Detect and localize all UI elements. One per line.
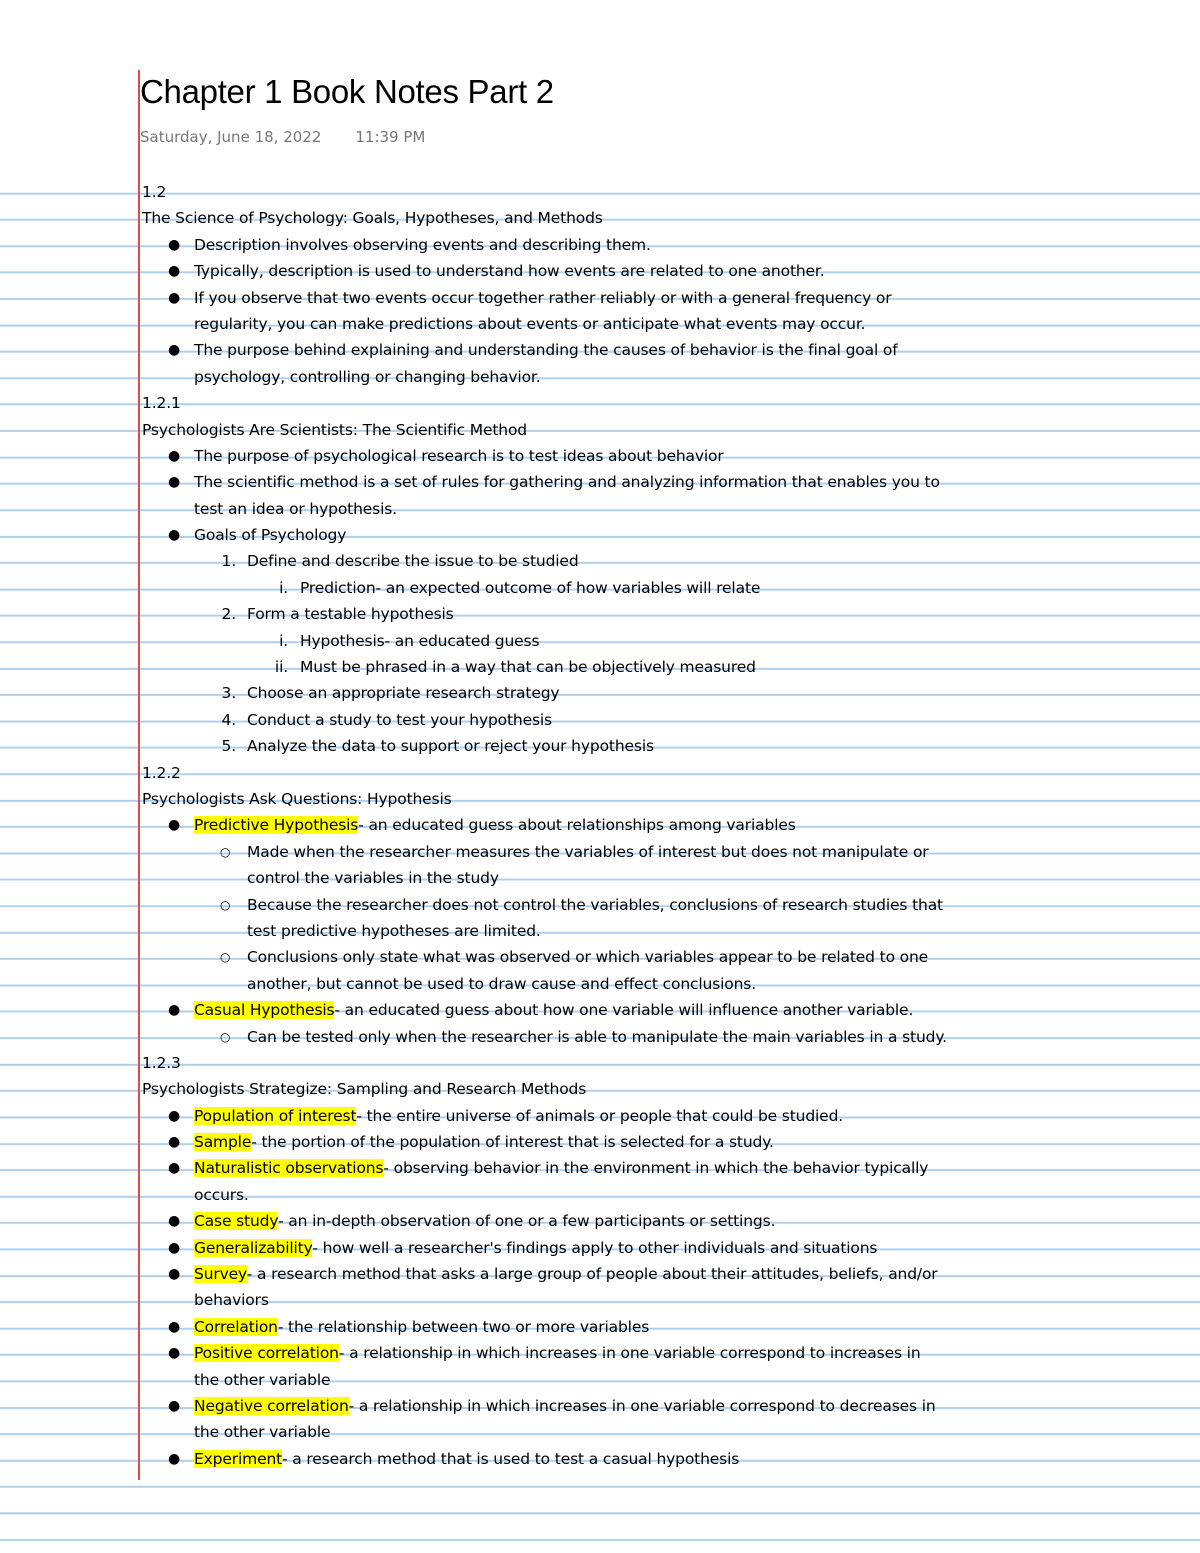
note-line — [140, 285, 1180, 311]
line-text: the other variable — [194, 1423, 331, 1442]
page-date: Saturday, June 18, 2022 — [140, 128, 322, 146]
line-text: The Science of Psychology: Goals, Hypotheses, and Methods — [142, 209, 603, 228]
line-text: behaviors — [194, 1291, 269, 1310]
line-text: Define and describe the issue to be studied — [247, 552, 579, 571]
bullet-circle-icon: ○ — [220, 897, 231, 912]
line-text: Psychologists Are Scientists: The Scientific Method — [142, 420, 527, 439]
note-line — [140, 1419, 1180, 1445]
line-text: Hypothesis- an educated guess — [300, 631, 540, 650]
highlighted-term: Sample — [194, 1133, 252, 1152]
line-text: Description involves observing events and describing them. — [194, 235, 651, 254]
page-time: 11:39 PM — [355, 128, 426, 146]
note-line — [140, 707, 1180, 733]
note-line — [140, 997, 1180, 1023]
bullet-dot-icon: ● — [168, 1450, 181, 1467]
highlighted-term: Case study — [194, 1212, 279, 1231]
bullet-dot-icon: ● — [168, 1397, 181, 1414]
list-number: 4. — [221, 710, 236, 729]
line-text: test predictive hypotheses are limited. — [247, 921, 541, 940]
bullet-dot-icon: ● — [168, 342, 181, 359]
note-line — [140, 496, 1180, 522]
bullet-dot-icon: ● — [168, 1318, 181, 1335]
highlighted-term: Population of interest — [194, 1106, 357, 1125]
note-line — [140, 1367, 1180, 1393]
line-text: - observing behavior in the environment in which the behavior typically — [383, 1159, 929, 1178]
line-text: If you observe that two events occur together rather reliably or with a general frequency or — [194, 288, 892, 307]
page-timestamp — [140, 128, 425, 146]
note-line — [140, 1024, 1180, 1050]
list-number: 2. — [221, 605, 236, 624]
bullet-dot-icon: ● — [168, 289, 181, 306]
list-roman-numeral: i. — [279, 631, 288, 650]
line-text: Made when the researcher measures the variables of interest but does not manipulate or — [247, 842, 929, 861]
bullet-dot-icon: ● — [168, 236, 181, 253]
line-text: 1.2.3 — [142, 1053, 181, 1072]
bullet-dot-icon: ● — [168, 474, 181, 491]
line-text: - an in-depth observation of one or a few participants or settings. — [278, 1212, 776, 1231]
bullet-circle-icon: ○ — [220, 950, 231, 965]
note-line — [140, 575, 1180, 601]
line-text: Psychologists Ask Questions: Hypothesis — [142, 789, 452, 808]
note-line — [140, 971, 1180, 997]
bullet-dot-icon: ● — [168, 1213, 181, 1230]
bullet-dot-icon: ● — [168, 1266, 181, 1283]
section-line — [140, 205, 1180, 231]
line-text: Conclusions only state what was observed or which variables appear to be related to one — [247, 948, 929, 967]
note-line — [140, 1208, 1180, 1234]
line-text: Typically, description is used to understand how events are related to one another. — [194, 262, 825, 281]
line-text: control the variables in the study — [247, 869, 499, 888]
line-text: - an educated guess about relationships among variables — [358, 816, 796, 835]
line-text: Conduct a study to test your hypothesis — [247, 710, 552, 729]
note-line — [140, 469, 1180, 495]
note-line — [140, 232, 1180, 258]
line-text: another, but cannot be used to draw cause and effect conclusions. — [247, 974, 757, 993]
line-text: - a research method that asks a large group of people about their attitudes, beliefs, and/or — [246, 1265, 938, 1284]
note-line — [140, 1129, 1180, 1155]
note-line — [140, 1314, 1180, 1340]
highlighted-term: Naturalistic observations — [194, 1159, 384, 1178]
line-text: - the entire universe of animals or people that could be studied. — [356, 1106, 844, 1125]
bullet-dot-icon: ● — [168, 1160, 181, 1177]
line-text: The purpose of psychological research is to test ideas about behavior — [194, 446, 724, 465]
note-line — [140, 1393, 1180, 1419]
note-line — [140, 311, 1180, 337]
line-text: - a relationship in which increases in one variable correspond to decreases in — [348, 1396, 936, 1415]
note-line — [140, 839, 1180, 865]
bullet-dot-icon: ● — [168, 1134, 181, 1151]
bullet-dot-icon: ● — [168, 263, 181, 280]
line-text: Goals of Psychology — [194, 526, 347, 545]
line-text: - a relationship in which increases in one variable correspond to increases in — [338, 1344, 921, 1363]
line-text: the other variable — [194, 1370, 331, 1389]
note-line — [140, 522, 1180, 548]
note-line — [140, 812, 1180, 838]
highlighted-term: Negative correlation — [194, 1396, 349, 1415]
line-text: test an idea or hypothesis. — [194, 499, 397, 518]
note-line — [140, 865, 1180, 891]
line-text: Can be tested only when the researcher is able to manipulate the main variables in a study. — [247, 1027, 947, 1046]
note-line — [140, 1287, 1180, 1313]
bullet-dot-icon: ● — [168, 1239, 181, 1256]
section-line — [140, 786, 1180, 812]
note-line — [140, 944, 1180, 970]
note-line — [140, 258, 1180, 284]
line-text: - an educated guess about how one variable will influence another variable. — [334, 1001, 914, 1020]
line-text: The purpose behind explaining and understanding the causes of behavior is the final goal of — [194, 341, 898, 360]
note-line — [140, 918, 1180, 944]
note-line — [140, 654, 1180, 680]
bullet-dot-icon: ● — [168, 527, 181, 544]
line-text: - a research method that is used to test a casual hypothesis — [282, 1449, 740, 1468]
bullet-dot-icon: ● — [168, 447, 181, 464]
note-line — [140, 548, 1180, 574]
line-text: Prediction- an expected outcome of how variables will relate — [300, 578, 761, 597]
note-line — [140, 733, 1180, 759]
line-text: Psychologists Strategize: Sampling and Research Methods — [142, 1080, 587, 1099]
line-text: Must be phrased in a way that can be objectively measured — [300, 658, 756, 677]
list-number: 5. — [221, 737, 236, 756]
note-line — [140, 1103, 1180, 1129]
note-line — [140, 364, 1180, 390]
highlighted-term: Generalizability — [194, 1238, 313, 1257]
line-text: Analyze the data to support or reject your hypothesis — [247, 737, 654, 756]
highlighted-term: Positive correlation — [194, 1344, 339, 1363]
note-line — [140, 443, 1180, 469]
line-text: 1.2.1 — [142, 394, 181, 413]
line-text: regularity, you can make predictions about events or anticipate what events may occur. — [194, 314, 866, 333]
line-text: The scientific method is a set of rules for gathering and analyzing information that enables you to — [194, 473, 940, 492]
line-text: psychology, controlling or changing behavior. — [194, 367, 541, 386]
line-text: - the relationship between two or more variables — [277, 1317, 650, 1336]
note-line — [140, 1235, 1180, 1261]
highlighted-term: Correlation — [194, 1317, 278, 1336]
section-line — [140, 179, 1180, 205]
note-line — [140, 628, 1180, 654]
bullet-circle-icon: ○ — [220, 844, 231, 859]
line-text: occurs. — [194, 1185, 249, 1204]
line-text: Because the researcher does not control the variables, conclusions of research studies that — [247, 895, 943, 914]
line-text: - the portion of the population of interest that is selected for a study. — [251, 1133, 774, 1152]
highlighted-term: Experiment — [194, 1449, 283, 1468]
list-number: 1. — [221, 552, 236, 571]
line-text: 1.2 — [142, 183, 167, 201]
section-line — [140, 1076, 1180, 1102]
note-line — [140, 1446, 1180, 1472]
list-roman-numeral: ii. — [274, 658, 288, 677]
note-line — [140, 1261, 1180, 1287]
highlighted-term: Survey — [194, 1265, 247, 1284]
bullet-dot-icon: ● — [168, 817, 181, 834]
note-body — [140, 179, 1180, 1472]
section-line — [140, 417, 1180, 443]
line-text: 1.2.2 — [142, 763, 181, 782]
highlighted-term: Predictive Hypothesis — [194, 816, 359, 835]
note-line — [140, 601, 1180, 627]
list-roman-numeral: i. — [279, 578, 288, 597]
note-line — [140, 892, 1180, 918]
line-text: - how well a researcher's findings apply to other individuals and situations — [312, 1238, 878, 1257]
note-line — [140, 1340, 1180, 1366]
section-line — [140, 1050, 1180, 1076]
list-number: 3. — [221, 684, 236, 703]
section-line — [140, 390, 1180, 416]
line-text: Form a testable hypothesis — [247, 605, 454, 624]
highlighted-term: Casual Hypothesis — [194, 1001, 335, 1020]
note-line — [140, 1155, 1180, 1181]
bullet-circle-icon: ○ — [220, 1029, 231, 1044]
bullet-dot-icon: ● — [168, 1107, 181, 1124]
note-line — [140, 1182, 1180, 1208]
note-line — [140, 680, 1180, 706]
line-text: Choose an appropriate research strategy — [247, 684, 560, 703]
page-title: Chapter 1 Book Notes Part 2 — [140, 73, 554, 110]
bullet-dot-icon: ● — [168, 1002, 181, 1019]
note-line — [140, 337, 1180, 363]
section-line — [140, 760, 1180, 786]
bullet-dot-icon: ● — [168, 1345, 181, 1362]
